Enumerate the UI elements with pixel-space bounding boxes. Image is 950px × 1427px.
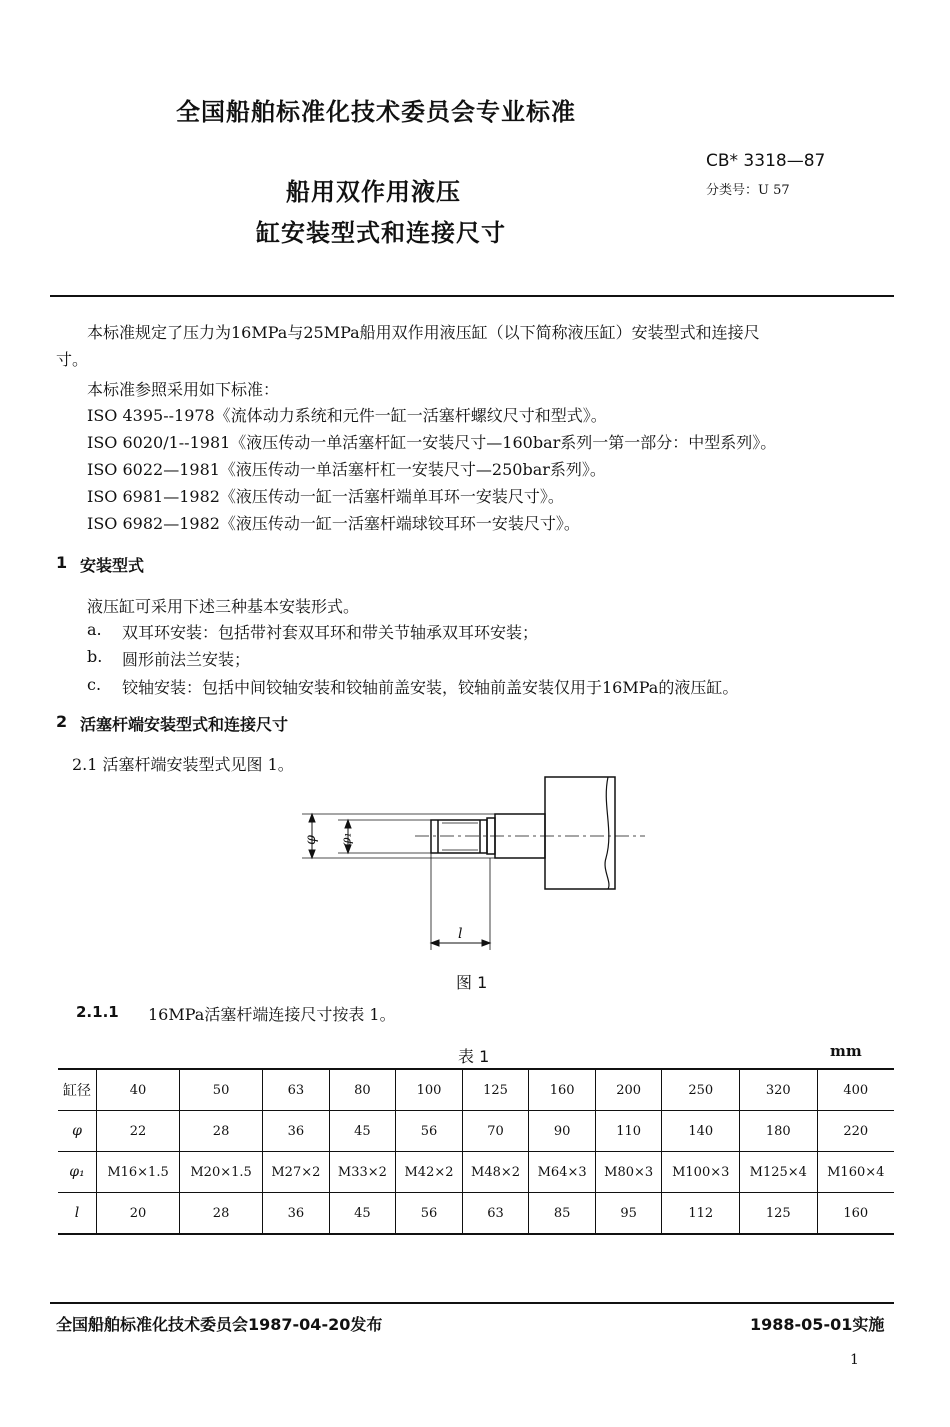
row-header: φ₁ — [58, 1152, 97, 1193]
table-cell: M20×1.5 — [180, 1152, 263, 1193]
table-cell: M80×3 — [595, 1152, 662, 1193]
table-row — [58, 1069, 894, 1111]
effective-date: 1988-05-01实施 — [750, 1315, 885, 1334]
table-cell: 85 — [529, 1193, 596, 1235]
table-row — [58, 1111, 894, 1152]
table-cell: 56 — [396, 1193, 463, 1235]
table-row — [58, 1152, 894, 1193]
table-cell: M48×2 — [462, 1152, 529, 1193]
table-cell: 40 — [97, 1069, 180, 1111]
table-cell: 50 — [180, 1069, 263, 1111]
issue-date: 全国船舶标准化技术委员会1987-04-20发布 — [56, 1315, 383, 1334]
table-cell: 36 — [263, 1111, 330, 1152]
reference-item: ISO 6022—1981《液压传动一单活塞杆杠一安装尺寸—250bar系列》。 — [87, 460, 606, 479]
dim-label-phi1: φ₁ — [339, 832, 355, 847]
dimension-table — [58, 1068, 894, 1235]
table-cell: 200 — [595, 1069, 662, 1111]
table-cell: 20 — [97, 1193, 180, 1235]
scope-paragraph-line1: 本标准规定了压力为16MPa与25MPa船用双作用液压缸（以下简称液压缸）安装型式和连接尺 — [87, 323, 760, 342]
table-cell: 250 — [662, 1069, 740, 1111]
dim-label-phi: φ — [302, 835, 319, 845]
table-cell: M160×4 — [817, 1152, 894, 1193]
footer-divider — [50, 1302, 894, 1304]
table-cell: M125×4 — [740, 1152, 818, 1193]
table-cell: 220 — [817, 1111, 894, 1152]
doc-title-line2: 缸安装型式和连接尺寸 — [256, 219, 506, 247]
row-header: l — [58, 1193, 97, 1235]
scope-paragraph-line2: 寸。 — [56, 350, 89, 369]
table-cell: 320 — [740, 1069, 818, 1111]
row-header: 缸径 — [58, 1069, 97, 1111]
table-cell: 112 — [662, 1193, 740, 1235]
table-cell: 70 — [462, 1111, 529, 1152]
row-header: φ — [58, 1111, 97, 1152]
list-item-text: 圆形前法兰安装； — [122, 650, 251, 669]
table-cell: 45 — [329, 1193, 396, 1235]
table-cell: M27×2 — [263, 1152, 330, 1193]
list-item-label: b. — [87, 647, 103, 666]
table-cell: 125 — [740, 1193, 818, 1235]
table-cell: 63 — [462, 1193, 529, 1235]
piston-head — [545, 777, 615, 889]
reference-intro: 本标准参照采用如下标准： — [87, 380, 280, 399]
table-1-caption: 表 1 — [458, 1047, 490, 1066]
threaded-end — [431, 820, 487, 853]
section-2-heading: 活塞杆端安装型式和连接尺寸 — [80, 715, 289, 734]
header-divider — [50, 295, 894, 297]
table-cell: 160 — [529, 1069, 596, 1111]
table-cell: M16×1.5 — [97, 1152, 180, 1193]
reference-item: ISO 6981—1982《液压传动一缸一活塞杆端单耳环一安装尺寸》。 — [87, 487, 564, 506]
table-cell: 63 — [263, 1069, 330, 1111]
reference-item: ISO 6020/1--1981《液压传动一单活塞杆缸一安装尺寸—160bar系列一第一部分：中型系列》。 — [87, 433, 777, 452]
subsection-2-1: 2.1 活塞杆端安装型式见图 1。 — [72, 755, 294, 774]
figure-1-caption: 图 1 — [456, 973, 488, 992]
section-1-lead: 液压缸可采用下述三种基本安装形式。 — [87, 597, 360, 616]
classification-number: 分类号：U 57 — [706, 183, 790, 198]
table-cell: 400 — [817, 1069, 894, 1111]
standard-number: CB* 3318—87 — [706, 151, 826, 171]
table-cell: 90 — [529, 1111, 596, 1152]
table-cell: 45 — [329, 1111, 396, 1152]
table-cell: 36 — [263, 1193, 330, 1235]
table-cell: 28 — [180, 1193, 263, 1235]
table-cell: 80 — [329, 1069, 396, 1111]
table-cell: 180 — [740, 1111, 818, 1152]
section-2-number: 2 — [56, 712, 68, 731]
table-row — [58, 1193, 894, 1235]
table-cell: M33×2 — [329, 1152, 396, 1193]
reference-item: ISO 6982—1982《液压传动一缸一活塞杆端球铰耳环一安装尺寸》。 — [87, 514, 580, 533]
table-cell: M42×2 — [396, 1152, 463, 1193]
subsection-2-1-1-text: 16MPa活塞杆端连接尺寸按表 1。 — [148, 1005, 396, 1024]
section-1-heading: 安装型式 — [80, 556, 145, 575]
table-cell: 110 — [595, 1111, 662, 1152]
dim-label-l: l — [458, 926, 463, 942]
subsection-2-1-1-number: 2.1.1 — [76, 1003, 119, 1021]
table-1-unit: mm — [830, 1042, 862, 1060]
org-title: 全国船舶标准化技术委员会专业标准 — [176, 98, 576, 126]
table-cell: 56 — [396, 1111, 463, 1152]
figure-1-rod-end-drawing — [290, 770, 650, 960]
list-item-label: a. — [87, 620, 102, 639]
table-cell: 160 — [817, 1193, 894, 1235]
reference-item: ISO 4395--1978《流体动力系统和元件一缸一活塞杆螺纹尺寸和型式》。 — [87, 406, 607, 425]
table-cell: 140 — [662, 1111, 740, 1152]
table-cell: 22 — [97, 1111, 180, 1152]
table-cell: 28 — [180, 1111, 263, 1152]
table-cell: 95 — [595, 1193, 662, 1235]
list-item-label: c. — [87, 675, 102, 694]
table-cell: M100×3 — [662, 1152, 740, 1193]
section-1-number: 1 — [56, 553, 68, 572]
table-cell: M64×3 — [529, 1152, 596, 1193]
page-number: 1 — [850, 1352, 859, 1368]
doc-title-line1: 船用双作用液压 — [286, 178, 461, 206]
list-item-text: 铰轴安装：包括中间铰轴安装和铰轴前盖安装，铰轴前盖安装仅用于16MPa的液压缸。 — [122, 678, 739, 697]
list-item-text: 双耳环安装：包括带衬套双耳环和带关节轴承双耳环安装； — [122, 623, 539, 642]
table-cell: 100 — [396, 1069, 463, 1111]
table-cell: 125 — [462, 1069, 529, 1111]
